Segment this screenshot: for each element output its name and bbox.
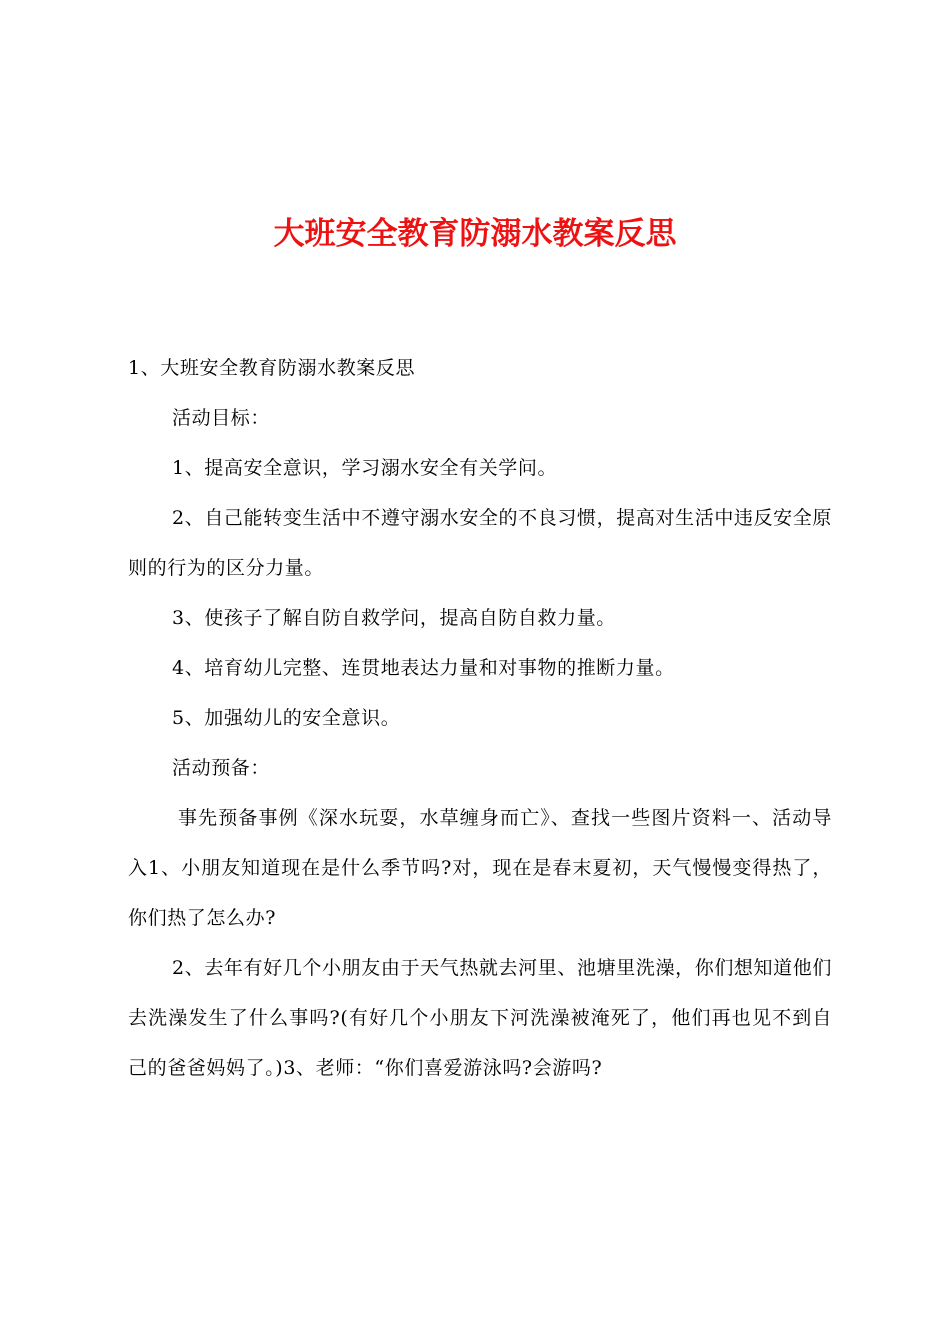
paragraph-goal-4: 4、培育幼儿完整、连贯地表达力量和对事物的推断力量。 xyxy=(172,657,675,679)
document-title: 大班安全教育防溺水教案反思 xyxy=(273,216,677,252)
paragraph-goal-5: 5、加强幼儿的安全意识。 xyxy=(172,707,401,729)
document-body xyxy=(128,343,832,1093)
paragraph-activity-step-2: 2、去年有好几个小朋友由于天气热就去河里、池塘里洗澡，你们想知道他们去洗澡发生了什么事吗?(有好几个小朋友下河洗澡被淹死了，他们再也见不到自己的爸爸妈妈了。)3、老师：“你们喜爱游泳吗?会游吗? xyxy=(128,957,832,1079)
paragraph-goal-2: 2、自己能转变生活中不遵守溺水安全的不良习惯，提高对生活中违反安全原则的行为的区分力量。 xyxy=(128,507,832,579)
paragraph-activity-goals-label: 活动目标： xyxy=(172,407,271,429)
paragraph-preparation-intro: 事先预备事例《深水玩耍，水草缠身而亡》、查找一些图片资料一、活动导入1、小朋友知道现在是什么季节吗?对，现在是春末夏初，天气慢慢变得热了，你们热了怎么办? xyxy=(128,807,832,929)
paragraph-goal-1: 1、提高安全意识，学习溺水安全有关学问。 xyxy=(172,457,558,479)
paragraph-preparation-label: 活动预备： xyxy=(172,757,271,779)
paragraph-goal-3: 3、使孩子了解自防自救学问，提高自防自救力量。 xyxy=(172,607,616,629)
paragraph-heading: 1、大班安全教育防溺水教案反思 xyxy=(128,357,416,379)
